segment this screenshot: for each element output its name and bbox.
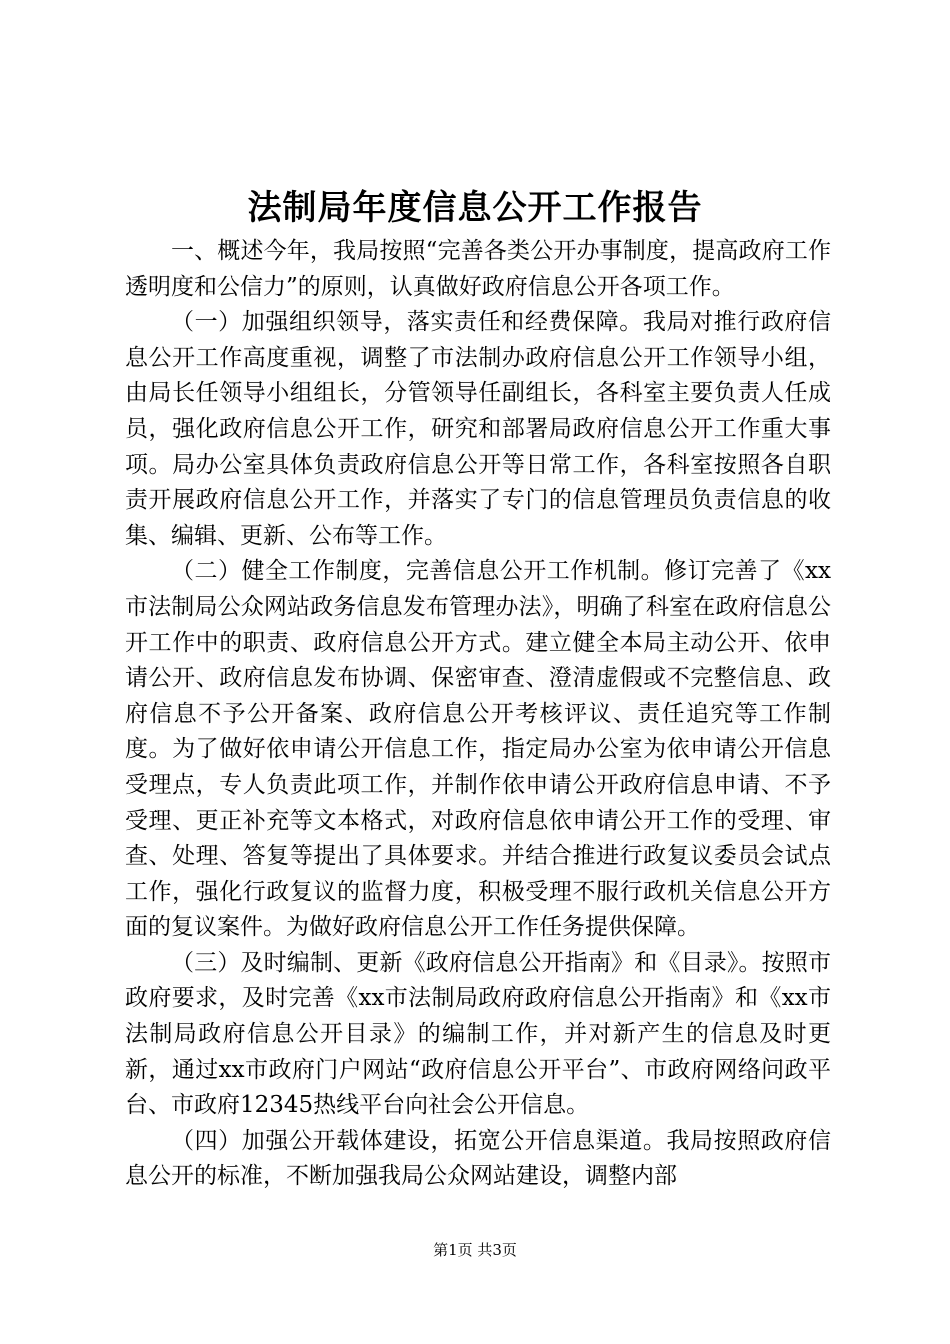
paragraph-section-1: （一）加强组织领导，落实责任和经费保障。我局对推行政府信息公开工作高度重视，调整了市法制办政府信息公开工作领导小组，由局长任领导小组组长，分管领导任副组长，各科室主要负责人任成员，强化政府信息公开工作，研究和部署局政府信息公开工作重大事项。局办公室具体负责政府信息公开等日常工作，各科室按照各自职责开展政府信息公开工作，并落实了专门的信息管理员负责信息的收集、编辑、更新、公布等工作。	[125, 309, 831, 549]
paragraph-section-4: （四）加强公开载体建设，拓宽公开信息渠道。我局按照政府信息公开的标准，不断加强我局公众网站建设，调整内部	[125, 1127, 831, 1190]
page-footer: 第1页 共3页	[433, 1241, 517, 1259]
paragraph-section-3: （三）及时编制、更新《政府信息公开指南》和《目录》。按照市政府要求，及时完善《xx市法制局政府政府信息公开指南》和《xx市法制局政府信息公开目录》的编制工作，并对新产生的信息及时更新，通过xx市政府门户网站“政府信息公开平台”、市政府网络问政平台、市政府12345热线平台向社会公开信息。	[125, 949, 831, 1119]
paragraph-overview: 一、概述今年，我局按照“完善各类公开办事制度，提高政府工作透明度和公信力”的原则，认真做好政府信息公开各项工作。	[125, 238, 831, 300]
document-title: 法制局年度信息公开工作报告	[247, 188, 703, 228]
paragraph-section-2: （二）健全工作制度，完善信息公开工作机制。修订完善了《xx市法制局公众网站政务信息发布管理办法》，明确了科室在政府信息公开工作中的职责、政府信息公开方式。建立健全本局主动公开、依申请公开、政府信息发布协调、保密审查、澄清虚假或不完整信息、政府信息不予公开备案、政府信息公开考核评议、责任追究等工作制度。为了做好依申请公开信息工作，指定局办公室为依申请公开信息受理点，专人负责此项工作，并制作依申请公开政府信息申请、不予受理、更正补充等文本格式，对政府信息依申请公开工作的受理、审查、处理、答复等提出了具体要求。并结合推进行政复议委员会试点工作，强化行政复议的监督力度，积极受理不服行政机关信息公开方面的复议案件。为做好政府信息公开工作任务提供保障。	[125, 558, 831, 941]
document-body	[125, 234, 831, 1195]
